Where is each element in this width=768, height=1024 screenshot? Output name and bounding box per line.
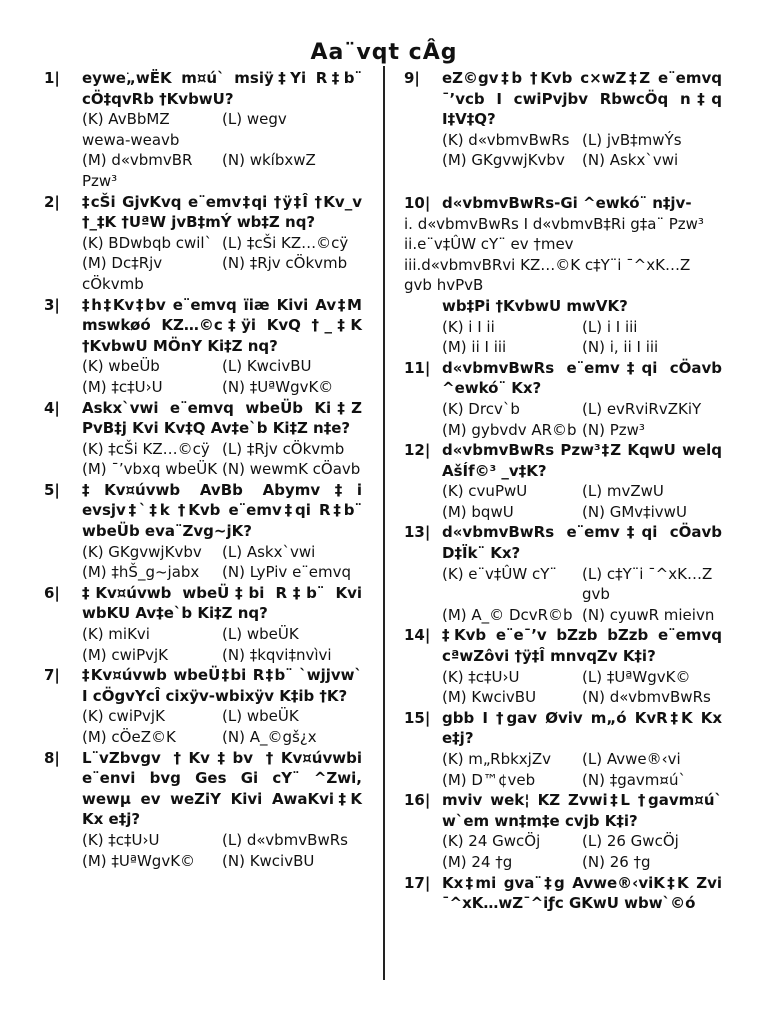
question-item [404, 873, 722, 914]
option-item: (K) d«vbmvBwRs [442, 130, 570, 149]
question-text: Askx`vwi e¨emvq wbeÜb Ki‡Z PvB‡j Kvi Kv‡Q Av‡e`b Ki‡Z n‡e? [82, 398, 362, 438]
option-item: (N) wkíbxwZ [222, 151, 316, 170]
question-number: 13| [404, 523, 431, 542]
question-text: d«vbmvBwRs-Gi ^ewkó¨ n‡jv- [442, 193, 692, 212]
question-item [404, 193, 722, 358]
question-number: 14| [404, 626, 431, 645]
question-item [44, 665, 362, 747]
option-item: (L) mvZwU [582, 482, 664, 501]
question-text: ‡cŠi GjvKvq e¨emv‡qi †ÿ‡Î †Kv_v †_‡K †UªW jvB‡mÝ wb‡Z nq? [82, 192, 362, 232]
option-row [442, 605, 722, 626]
option-item: (N) KwcivBU [222, 851, 315, 870]
option-item: (L) ‡Rjv cÖkvmb [222, 439, 345, 458]
option-item: (L) ‡UªWgvK© [582, 667, 691, 686]
option-item: (L) c‡Y¨i ¯^xK…Z gvb [582, 564, 713, 604]
question-item [404, 790, 722, 872]
question-text: d«vbmvBwRs Pzw³‡Z KqwU welq AšÍf©³ _v‡K? [442, 441, 722, 480]
question-number: 11| [404, 358, 431, 377]
question-number: 10| [404, 193, 431, 212]
question-text: d«vbmvBwRs e¨emv‡qi cÖavb D‡Ïk¨ Kx? [442, 523, 722, 563]
question-item [404, 625, 722, 707]
option-item: (N) d«vbmvBwRs [582, 688, 711, 707]
option-item: (N) ‡Rjv cÖkvmb [222, 254, 348, 273]
option-row [442, 399, 722, 420]
option-item: (N) cyuwR mieivn [582, 605, 715, 624]
option-item: (K) 24 GwcÖj [442, 832, 541, 851]
option-item: (L) wbeÜK [222, 625, 299, 644]
question-number: 3| [44, 295, 60, 314]
option-item: (N) ‡gavm¤ú` [582, 770, 686, 789]
option-item: (N) ‡UªWgvK© [222, 377, 334, 396]
option-item: (L) wegv [222, 110, 287, 129]
option-row [82, 562, 362, 583]
column-divider [383, 66, 385, 980]
option-item: (N) LyPiv e¨emvq [222, 563, 352, 582]
option-row [82, 727, 362, 748]
statement-item: ii.e¨v‡ÛW cY¨ ev †mev [404, 235, 574, 254]
question-number: 2| [44, 192, 60, 211]
option-item: (K) AvBbMZ wewa-weavb [82, 110, 180, 149]
question-number: 5| [44, 480, 60, 499]
option-item: (L) evRviRvZKiY [582, 399, 702, 418]
option-row [442, 481, 722, 502]
option-item: (M) KwcivBU [442, 688, 537, 707]
question-item [44, 583, 362, 665]
option-item: (K) cwiPvjK [82, 707, 165, 726]
question-item [44, 398, 362, 480]
question-text: ‡Kv¤úvwb wbeÜ‡bi R‡b¨ Kvi wbKU Av‡e`b Ki‡Z nq? [82, 583, 362, 623]
option-item: (L) 26 GwcÖj [582, 832, 679, 851]
question-number: 15| [404, 708, 431, 727]
option-item: (N) ‡kqvi‡nvìvi [222, 645, 332, 664]
option-item: (N) i, ii I iii [582, 338, 659, 357]
question-number: 16| [404, 791, 431, 810]
option-row [82, 377, 362, 398]
option-row [82, 459, 362, 480]
option-item: (M) bqwU [442, 502, 514, 521]
option-item: (N) wewmK cÖavb [222, 460, 361, 479]
question-item [44, 480, 362, 583]
question-item [404, 68, 722, 171]
question-number: 17| [404, 873, 431, 892]
option-row [82, 624, 362, 645]
question-text: ‡Kv¤úvwb AvBb Abymv‡i evsjv‡`‡k †Kvb e¨emv‡qi R‡b¨ wbeÜb eva¨Zvg~jK? [82, 480, 362, 541]
spacer [404, 171, 722, 193]
option-item: (L) Avwe®‹vi [582, 750, 681, 768]
option-row [82, 851, 362, 872]
option-item: (N) Askx`vwi [582, 151, 679, 170]
option-item: (L) Askx`vwi [222, 542, 316, 561]
option-row [442, 502, 722, 523]
option-item: (M) ii I iii [442, 338, 507, 357]
question-number: 7| [44, 666, 60, 685]
option-item: (M) 24 †g [442, 852, 513, 871]
option-row [442, 150, 722, 171]
option-item: (L) d«vbmvBwRs [222, 830, 348, 849]
question-item [44, 748, 362, 872]
option-item: (M) A_© DcvR©b [442, 605, 573, 624]
question-item [404, 708, 722, 790]
question-number: 6| [44, 583, 60, 602]
option-item: (L) wbeÜK [222, 707, 299, 726]
option-row [82, 439, 362, 460]
option-row [82, 645, 362, 666]
question-item [44, 192, 362, 295]
option-row [442, 337, 722, 358]
option-row [442, 749, 722, 770]
option-item: (M) ¯’vbxq wbeÜK [82, 460, 218, 479]
option-item: (K) ‡cŠi KZ…©cÿ [82, 439, 210, 458]
question-text: L¨vZbvgv †Kv‡bv †Kv¤úvwbi e¨envi bvg Ges Gi cY¨ ^Zwi, wewµ ev weZiY Kivi AwaKvi‡K Kx e‡j? [82, 748, 362, 829]
option-item: (L) i I iii [582, 317, 638, 336]
question-item [404, 358, 722, 440]
left-column [44, 68, 362, 871]
option-item: (N) A_©gš¿x [222, 728, 317, 746]
option-item: (K) GKgvwjKvbv [82, 542, 202, 561]
option-item: (M) cÖeZ©K [82, 728, 176, 746]
question-item [404, 522, 722, 625]
option-item: (M) ‡UªWgvK© [82, 851, 196, 870]
option-row [442, 420, 722, 441]
option-item: (M) gybvdv AR©b [442, 420, 577, 439]
option-item: (M) d«vbmvBR Pzw³ [82, 151, 193, 190]
statement-item: iii.d«vbmvBRvi KZ…©K c‡Y¨i ¯^xK…Z gvb hvPvB [404, 255, 691, 295]
question-number: 8| [44, 748, 60, 767]
question-prompt: wb‡Pi †KvbwU mwVK? [442, 296, 628, 315]
option-row [442, 687, 722, 708]
option-item: (K) wbeÜb [82, 357, 160, 376]
option-row [82, 150, 362, 191]
question-text: mviv wek¦ KZ Zvwi‡L †gavm¤ú` w`em wn‡m‡e cvjb K‡i? [442, 791, 722, 830]
option-item: (N) 26 †g [582, 852, 651, 871]
option-item: (K) ‡c‡U›U [442, 667, 520, 686]
option-row [82, 233, 362, 254]
option-item: (K) Drcv`b [442, 399, 520, 418]
option-item: (K) cvuPwU [442, 482, 528, 501]
question-text: ‡Kv¤úvwb wbeÜ‡bi R‡b¨ `wjjvw` I cÖgvYcÎ cixÿv-wbixÿv K‡ib †K? [82, 666, 362, 705]
option-item: (K) ‡c‡U›U [82, 830, 160, 849]
question-item [404, 440, 722, 522]
option-row [82, 830, 362, 851]
option-item: (N) Pzw³ [582, 420, 645, 439]
question-number: 12| [404, 441, 431, 460]
option-row [82, 109, 362, 150]
option-item: (L) KwcivBU [222, 357, 312, 376]
right-column [404, 68, 722, 914]
option-row [82, 706, 362, 727]
option-row [442, 831, 722, 852]
question-number: 4| [44, 398, 60, 417]
option-item: (M) ‡c‡U›U [82, 377, 163, 396]
question-item [44, 295, 362, 398]
option-row [82, 542, 362, 563]
option-row [82, 356, 362, 377]
option-row [442, 667, 722, 688]
question-item [44, 68, 362, 192]
question-text: ‡Kvb e¨e¯’v bZzb bZzb e¨emvq cªwZôvi †ÿ‡Î mnvqZv K‡i? [442, 626, 722, 666]
option-item: (L) ‡cŠi KZ…©cÿ [222, 233, 349, 252]
statement-item: i. d«vbmvBwRs I d«vbmvB‡Ri g‡a¨ Pzw³ [404, 214, 704, 233]
option-item: (K) e¨v‡ÛW cY¨ [442, 564, 557, 583]
option-row [442, 564, 722, 605]
option-item: (K) miKvi [82, 625, 150, 644]
option-row [442, 770, 722, 791]
question-text: eywׁe„wËK m¤ú` msiÿ‡Yi R‡b¨ cÖ‡qvRb †KvbwU? [82, 69, 362, 108]
option-row [82, 253, 362, 294]
question-number: 9| [404, 69, 420, 87]
option-item: (M) ‡hŠ_g~jabx [82, 563, 200, 582]
option-row [442, 317, 722, 338]
question-text: ‡h‡Kv‡bv e¨emvq ïiæ Kivi Av‡M mswkøó KZ…©c‡ÿi KvQ †_‡K †KvbwU MÖnY Ki‡Z nq? [82, 295, 362, 355]
question-text: eZ©gv‡b †Kvb c×wZ‡Z e¨emvq ¯’vcb I cwiPvjbv RbwcÖq n‡q I‡V‡Q? [442, 69, 722, 129]
option-item: (M) D™¢veb [442, 770, 536, 789]
question-text: Kx‡mi gva¨‡g Avwe®‹viK‡K Zvi ¯^xK…wZ¯^iƒc GKwU wbw`©ó [442, 873, 722, 913]
option-item: (M) GKgvwjKvbv [442, 151, 565, 170]
question-text: d«vbmvBwRs e¨emv‡qi cÖavb ^ewkó¨ Kx? [442, 358, 722, 398]
option-item: (K) BDwbqb cwil` [82, 233, 213, 252]
option-item: (K) i I ii [442, 317, 495, 336]
option-item: (K) m„RbkxjZv [442, 750, 551, 768]
question-text: gbb I †gav Øviv m„ó KvR‡K Kx e‡j? [442, 708, 722, 748]
option-item: (M) Dc‡Rjv cÖkvmb [82, 254, 163, 293]
option-item: (L) jvB‡mwÝs [582, 130, 682, 149]
option-row [442, 130, 722, 151]
page-title: Aa¨vqt cÂg [310, 40, 458, 65]
option-item: (M) cwiPvjK [82, 645, 169, 664]
question-number: 1| [44, 69, 60, 87]
option-row [442, 852, 722, 873]
option-item: (N) GMv‡ivwU [582, 502, 687, 521]
